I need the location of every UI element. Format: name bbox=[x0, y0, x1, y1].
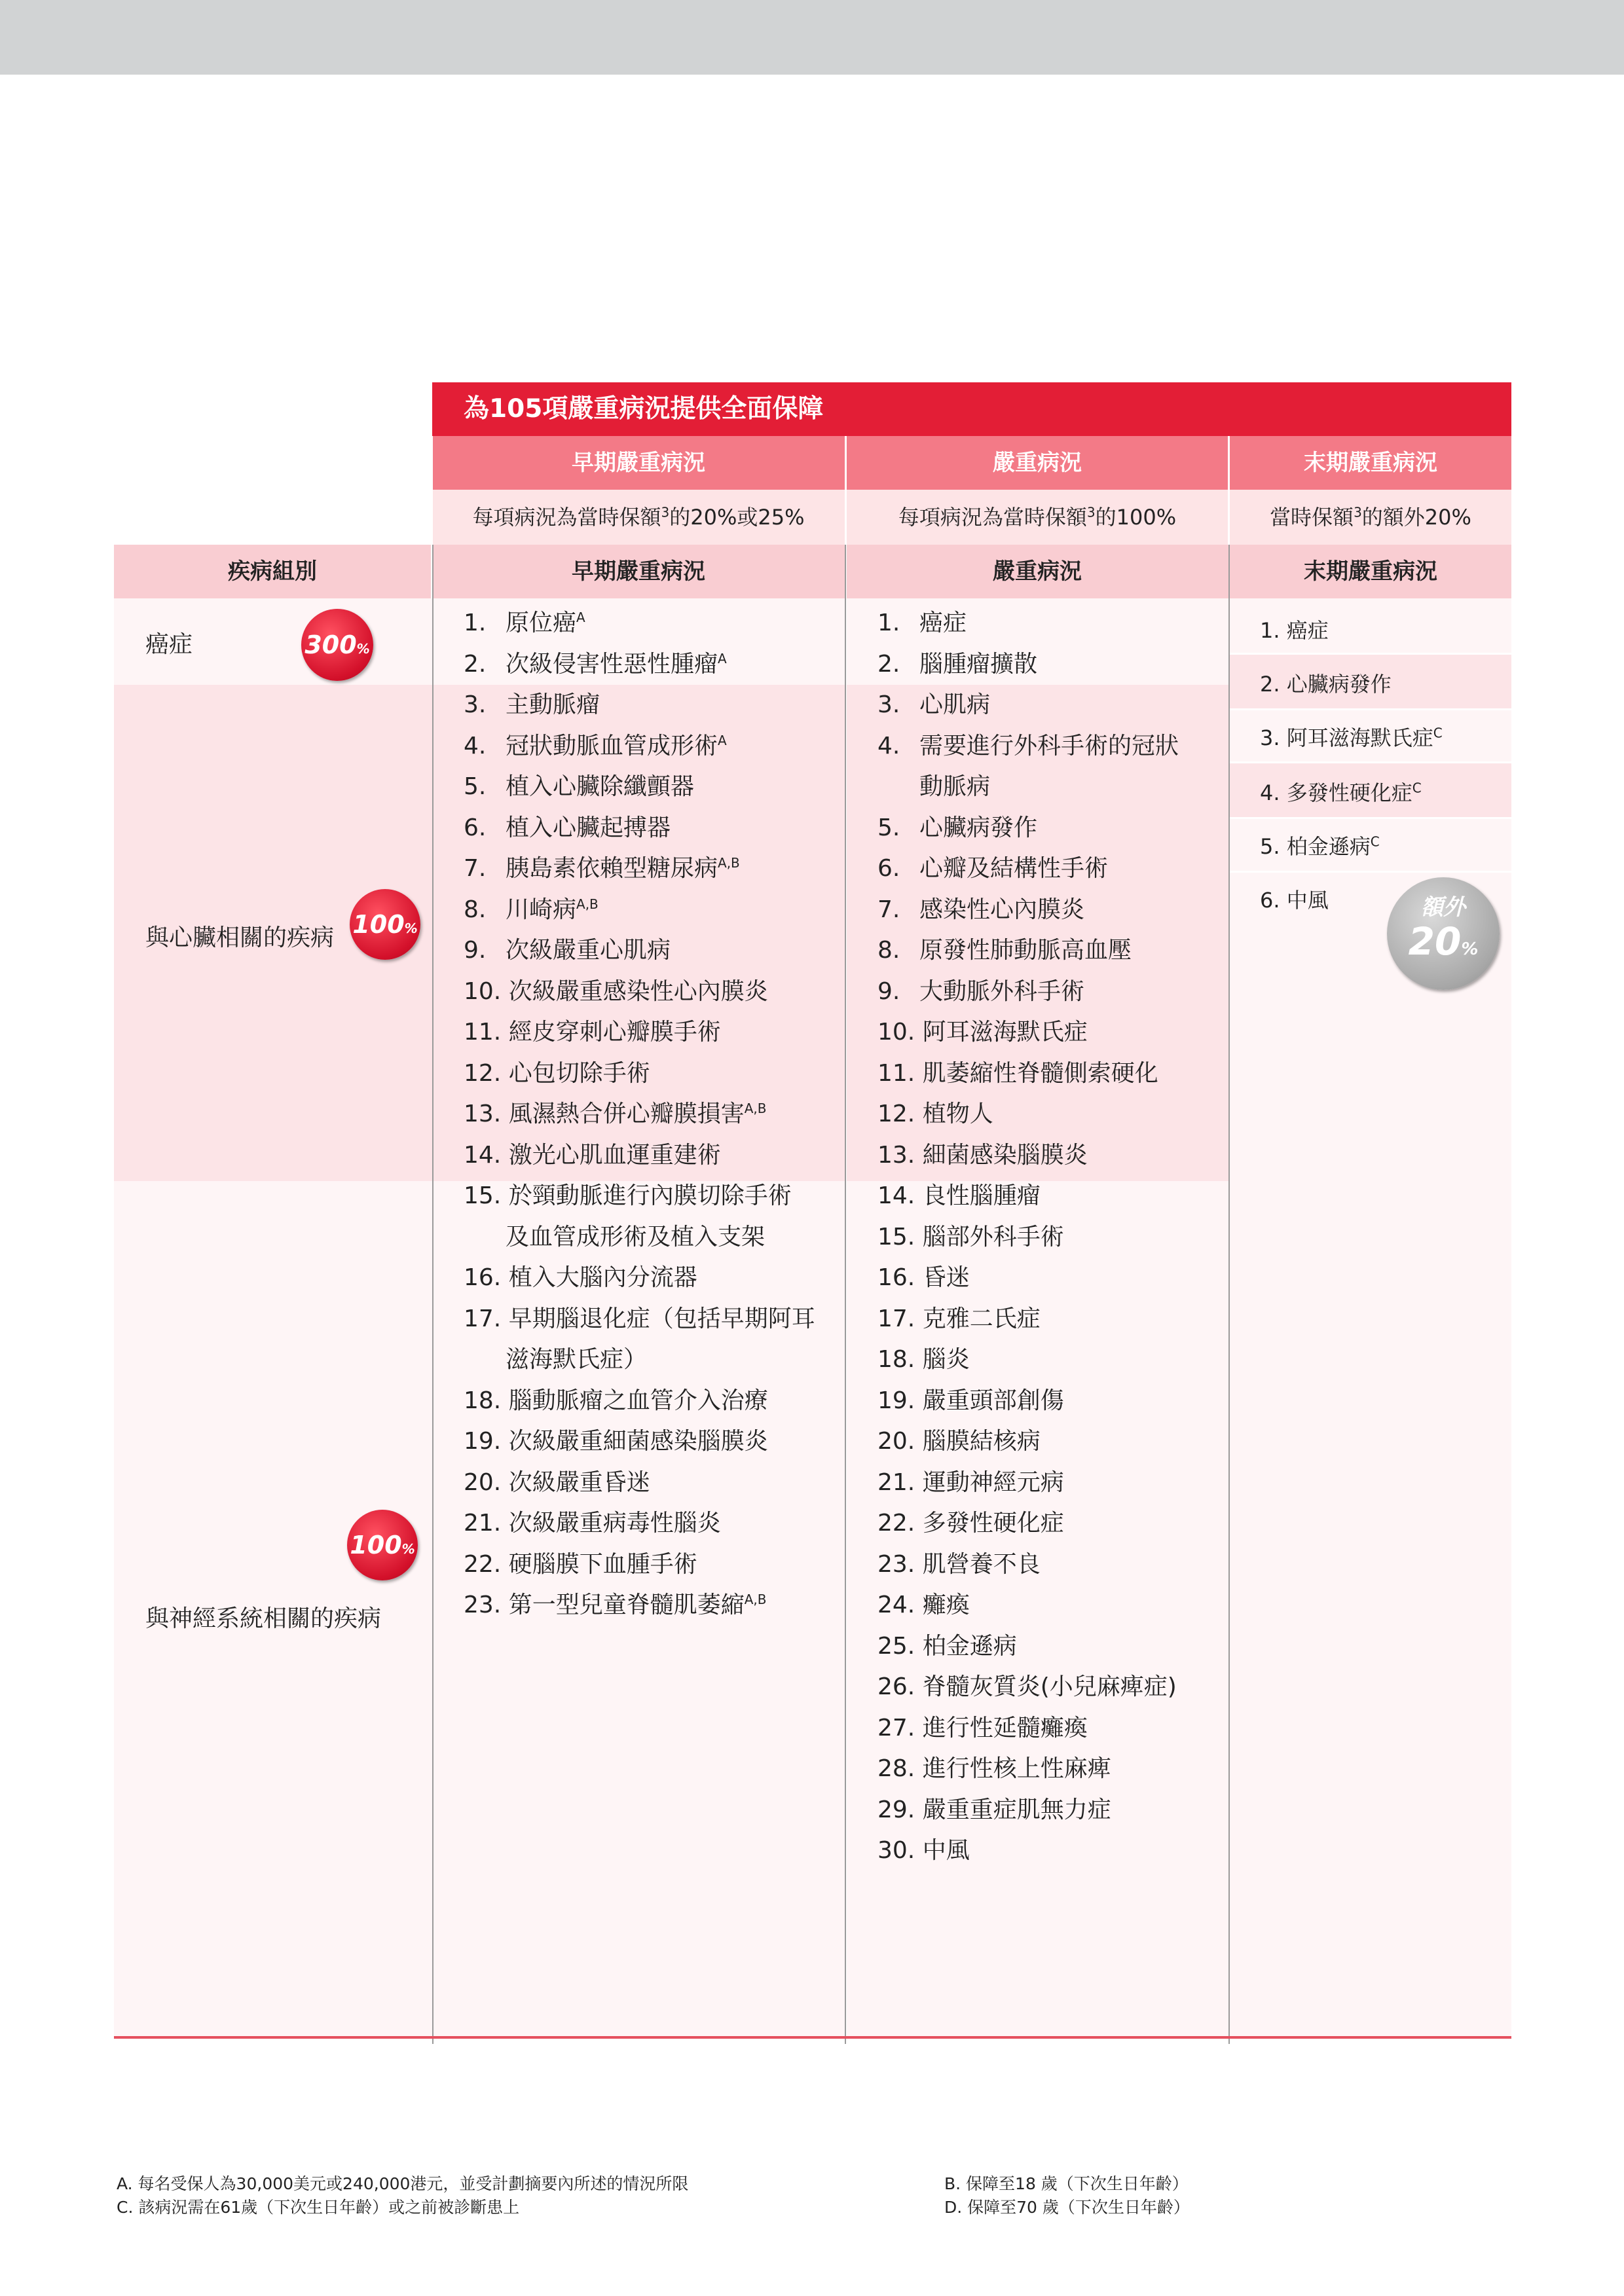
footnote-a: A. 每名受保人為30,000美元或240,000港元，並受計劃摘要內所述的情況所限 bbox=[117, 2174, 689, 2193]
early-item: 23. 第一型兒童脊髓肌萎縮$^{A,B}$ bbox=[464, 1592, 767, 1618]
badge-100-percent-heart: 100% bbox=[350, 889, 420, 960]
major-item: 23. 肌營養不良 bbox=[877, 1550, 1041, 1578]
late-sep-3 bbox=[1230, 761, 1511, 763]
early-item: 8. 川崎病$^{A,B}$ bbox=[464, 896, 599, 923]
major-item: 16. 昏迷 bbox=[877, 1264, 970, 1291]
major-item: 26. 脊髓灰質炎(小兒麻痺症) bbox=[877, 1673, 1177, 1700]
early-item: 11. 經皮穿刺心瓣膜手術 bbox=[464, 1019, 721, 1046]
early-item: 4. 冠狀動脈血管成形術$^A$ bbox=[464, 732, 727, 759]
major-item: 15. 腦部外科手術 bbox=[877, 1223, 1064, 1250]
early-item: 6. 植入心臟起搏器 bbox=[464, 814, 671, 841]
divider-1-top bbox=[431, 436, 433, 545]
major-item: 11. 肌萎縮性脊髓側索硬化 bbox=[877, 1059, 1158, 1087]
late-sep-1 bbox=[1230, 653, 1511, 655]
early-item: 14. 激光心肌血運重建術 bbox=[464, 1141, 721, 1169]
major-item: 12. 植物人 bbox=[877, 1101, 993, 1127]
major-item: 1. 癌症 bbox=[877, 610, 967, 636]
major-item: 21. 運動神經元病 bbox=[877, 1468, 1064, 1496]
late-item-4: 4. 多發性硬化症$^C$ bbox=[1260, 780, 1422, 805]
late-item-3: 3. 阿耳滋海默氏症$^C$ bbox=[1260, 725, 1443, 750]
early-list bbox=[464, 603, 837, 1626]
sub-major: 每項病況為當時保額$^3$的100% bbox=[846, 490, 1228, 545]
major-item: 20. 腦膜結核病 bbox=[877, 1428, 1041, 1455]
early-item: 15. 於頸動脈進行內膜切除手術 bbox=[464, 1182, 792, 1209]
sub-late: 當時保額$^3$的額外20% bbox=[1230, 490, 1511, 545]
major-item: 5. 心臟病發作 bbox=[877, 814, 1038, 841]
early-item: 13. 風濕熱合併心瓣膜損害$^{A,B}$ bbox=[464, 1101, 767, 1127]
major-item: 8. 原發性肺動脈高血壓 bbox=[877, 937, 1132, 964]
divider-3-top bbox=[1228, 436, 1230, 545]
early-item: 18. 腦動脈瘤之血管介入治療 bbox=[464, 1387, 768, 1414]
header-late: 末期嚴重病況 bbox=[1230, 436, 1511, 490]
major-item: 3. 心肌病 bbox=[877, 691, 991, 718]
major-item: 7. 感染性心內膜炎 bbox=[877, 896, 1085, 923]
divider-2 bbox=[845, 545, 846, 2044]
colhdr-group: 疾病組別 bbox=[114, 545, 431, 598]
major-item: 14. 良性腦腫瘤 bbox=[877, 1182, 1041, 1209]
late-sep-4 bbox=[1230, 817, 1511, 819]
major-item: 17. 克雅二氏症 bbox=[877, 1305, 1041, 1332]
badge-extra-20-percent: 額外 20% bbox=[1387, 877, 1500, 990]
major-item: 4. 需要進行外科手術的冠狀 bbox=[877, 732, 1179, 759]
early-item: 17. 早期腦退化症（包括早期阿耳 bbox=[464, 1305, 815, 1332]
top-banner bbox=[0, 0, 1624, 75]
bottom-rule bbox=[114, 2036, 1511, 2039]
early-item: 及血管成形術及植入支架 bbox=[506, 1223, 766, 1250]
early-item: 9. 次級嚴重心肌病 bbox=[464, 937, 671, 964]
major-list bbox=[877, 603, 1225, 1872]
early-item: 滋海默氏症） bbox=[506, 1346, 648, 1373]
late-item-2: 2. 心臟病發作 bbox=[1260, 672, 1392, 697]
early-item: 1. 原位癌$^A$ bbox=[464, 610, 585, 636]
major-item: 動脈病 bbox=[919, 773, 991, 800]
footnote-b: B. 保障至18 歲（下次生日年齡） bbox=[944, 2174, 1189, 2193]
early-item: 10. 次級嚴重感染性心內膜炎 bbox=[464, 977, 768, 1005]
late-item-6: 6. 中風 bbox=[1260, 888, 1329, 913]
table-title: 為105項嚴重病況提供全面保障 bbox=[432, 382, 1511, 436]
late-item-1: 1. 癌症 bbox=[1260, 618, 1329, 643]
sub-early: 每項病況為當時保額$^3$的20%或25% bbox=[432, 490, 845, 545]
early-item: 5. 植入心臟除纖顫器 bbox=[464, 773, 695, 800]
badge-100-percent-neuro: 100% bbox=[347, 1510, 418, 1580]
major-item: 19. 嚴重頭部創傷 bbox=[877, 1387, 1064, 1414]
divider-1 bbox=[432, 545, 434, 2044]
early-item: 3. 主動脈瘤 bbox=[464, 691, 600, 718]
group-heart-label: 與心臟相關的疾病 bbox=[145, 924, 335, 951]
divider-3 bbox=[1228, 545, 1230, 2044]
major-item: 28. 進行性核上性麻痺 bbox=[877, 1755, 1111, 1782]
early-item: 12. 心包切除手術 bbox=[464, 1059, 650, 1087]
early-item: 16. 植入大腦內分流器 bbox=[464, 1264, 697, 1291]
early-item: 19. 次級嚴重細菌感染腦膜炎 bbox=[464, 1428, 768, 1455]
major-item: 29. 嚴重重症肌無力症 bbox=[877, 1796, 1111, 1823]
colhdr-early: 早期嚴重病況 bbox=[432, 545, 845, 598]
late-sep-2 bbox=[1230, 708, 1511, 710]
major-item: 30. 中風 bbox=[877, 1837, 970, 1864]
major-item: 2. 腦腫瘤擴散 bbox=[877, 650, 1038, 678]
footnote-d: D. 保障至70 歲（下次生日年齡） bbox=[944, 2198, 1190, 2217]
header-major: 嚴重病況 bbox=[846, 436, 1228, 490]
major-item: 18. 腦炎 bbox=[877, 1346, 970, 1373]
major-item: 9. 大動脈外科手術 bbox=[877, 977, 1085, 1005]
early-item: 21. 次級嚴重病毒性腦炎 bbox=[464, 1510, 721, 1537]
early-item: 20. 次級嚴重昏迷 bbox=[464, 1468, 650, 1496]
major-item: 13. 細菌感染腦膜炎 bbox=[877, 1141, 1088, 1169]
major-item: 10. 阿耳滋海默氏症 bbox=[877, 1019, 1088, 1046]
early-item: 7. 胰島素依賴型糖尿病$^{A,B}$ bbox=[464, 855, 740, 882]
major-item: 27. 進行性延髓癱瘓 bbox=[877, 1714, 1088, 1741]
badge-300-percent: 300% bbox=[301, 609, 373, 681]
major-item: 25. 柏金遜病 bbox=[877, 1632, 1017, 1660]
early-item: 22. 硬腦膜下血腫手術 bbox=[464, 1550, 697, 1578]
major-item: 22. 多發性硬化症 bbox=[877, 1510, 1064, 1537]
header-early: 早期嚴重病況 bbox=[432, 436, 845, 490]
late-sep-5 bbox=[1230, 871, 1511, 873]
major-item: 6. 心瓣及結構性手術 bbox=[877, 855, 1109, 882]
early-item: 2. 次級侵害性惡性腫瘤$^A$ bbox=[464, 650, 727, 678]
footnote-c: C. 該病況需在61歲（下次生日年齡）或之前被診斷患上 bbox=[117, 2198, 520, 2217]
colhdr-late: 末期嚴重病況 bbox=[1230, 545, 1511, 598]
group-neuro-label: 與神經系統相關的疾病 bbox=[145, 1605, 382, 1632]
colhdr-major: 嚴重病況 bbox=[846, 545, 1228, 598]
late-item-5: 5. 柏金遜病$^C$ bbox=[1260, 833, 1380, 859]
major-item: 24. 癱瘓 bbox=[877, 1592, 970, 1618]
group-cancer-label: 癌症 bbox=[145, 631, 193, 658]
